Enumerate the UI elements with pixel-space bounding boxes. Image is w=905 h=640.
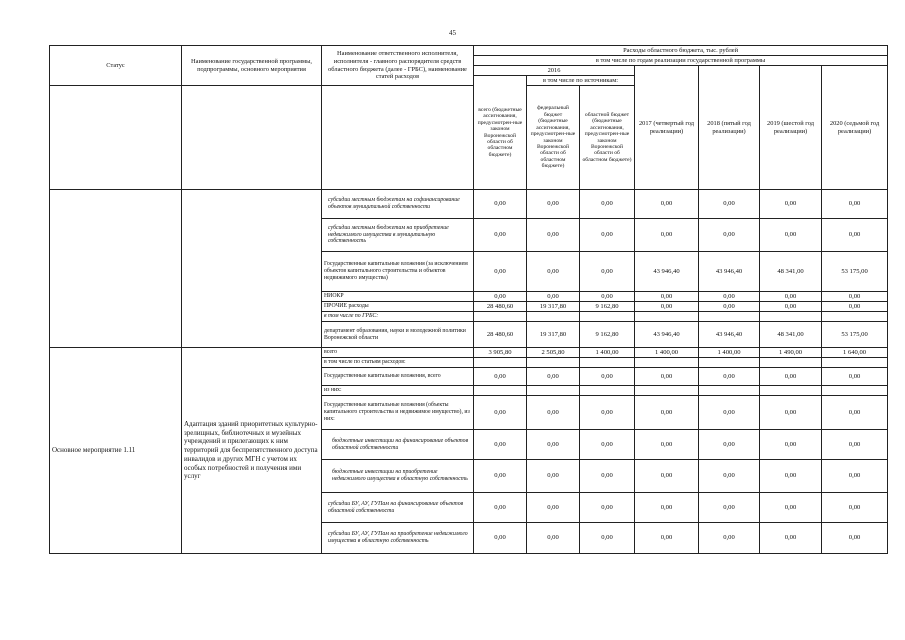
value-regional: 0,00 xyxy=(580,368,635,386)
row-label: в том числе по ГРБС: xyxy=(322,312,474,322)
value-2018: 0,00 xyxy=(699,396,760,430)
value-2020: 0,00 xyxy=(822,292,888,302)
value-total: 0,00 xyxy=(474,190,527,219)
value-2019: 1 490,00 xyxy=(760,348,822,358)
value-total: 28 480,60 xyxy=(474,322,527,348)
value-2020: 0,00 xyxy=(822,368,888,386)
row-label: бюджетные инвестиции на приобретение недвижимого имущества в областную собственность xyxy=(322,460,474,493)
row-label: субсидии местным бюджетам на приобретение недвижимого имущества в муниципальную собственность xyxy=(322,219,474,252)
value-regional: 0,00 xyxy=(580,252,635,292)
value-federal: 2 505,80 xyxy=(527,348,580,358)
value-2017: 0,00 xyxy=(635,219,699,252)
row-label: Государственные капитальные вложения (объекты капитального строительства и недвижимое имущество), из них: xyxy=(322,396,474,430)
value-federal: 0,00 xyxy=(527,460,580,493)
header-year-2018: 2018 (пятый год реализации) xyxy=(699,66,760,190)
value-2017: 0,00 xyxy=(635,368,699,386)
row-label: Государственные капитальные вложения, всего xyxy=(322,368,474,386)
value-2018: 43 946,40 xyxy=(699,252,760,292)
value-2017: 0,00 xyxy=(635,493,699,523)
value-regional: 0,00 xyxy=(580,219,635,252)
value-2017: 0,00 xyxy=(635,460,699,493)
value-regional: 0,00 xyxy=(580,190,635,219)
value-2018: 0,00 xyxy=(699,292,760,302)
value-2020: 0,00 xyxy=(822,396,888,430)
value-2020: 0,00 xyxy=(822,219,888,252)
program-cell-empty xyxy=(182,190,322,348)
value-total: 3 905,80 xyxy=(474,348,527,358)
page-number: 45 xyxy=(449,29,456,37)
row-label: НИОКР xyxy=(322,292,474,302)
header-executor: Наименование ответственного исполнителя, исполнителя - главного распорядителя средств областного бюджета (далее - ГРБС), наименование статей расходов xyxy=(322,46,474,86)
value-2018: 0,00 xyxy=(699,493,760,523)
row-label: всего xyxy=(322,348,474,358)
value-federal: 19 317,80 xyxy=(527,322,580,348)
value-2017: 0,00 xyxy=(635,302,699,312)
value-2018: 0,00 xyxy=(699,219,760,252)
value-total: 0,00 xyxy=(474,219,527,252)
value-2017: 0,00 xyxy=(635,396,699,430)
measure-name: Адаптация зданий приоритетных культурно-зрелищных, библиотечных и музейных учреждений и прилегающих к ним территорий для беспрепятственного доступа инвалидов и других МГН с учетом их особых потребностей и получения ими услуг xyxy=(182,348,322,554)
value-2020: 53 175,00 xyxy=(822,322,888,348)
row-label: департамент образования, науки и молодежной политики Воронежской области xyxy=(322,322,474,348)
value-federal: 0,00 xyxy=(527,368,580,386)
value-total: 0,00 xyxy=(474,292,527,302)
value-regional: 0,00 xyxy=(580,396,635,430)
row-label: ПРОЧИЕ расходы xyxy=(322,302,474,312)
row-label: субсидии БУ, АУ, ГУПам на финансирование объектов областной собственности xyxy=(322,493,474,523)
value-federal: 0,00 xyxy=(527,190,580,219)
value-regional: 0,00 xyxy=(580,292,635,302)
value-federal: 0,00 xyxy=(527,396,580,430)
value-2019: 0,00 xyxy=(760,292,822,302)
header-year-2017: 2017 (четвертый год реализации) xyxy=(635,66,699,190)
value-total: 0,00 xyxy=(474,460,527,493)
value-regional: 9 162,80 xyxy=(580,322,635,348)
value-2019: 0,00 xyxy=(760,396,822,430)
value-federal: 0,00 xyxy=(527,292,580,302)
value-2018: 0,00 xyxy=(699,368,760,386)
value-2018: 0,00 xyxy=(699,430,760,460)
value-2020: 0,00 xyxy=(822,190,888,219)
table-row xyxy=(50,190,888,219)
value-2018: 0,00 xyxy=(699,190,760,219)
budget-table xyxy=(49,45,888,554)
value-2017: 0,00 xyxy=(635,190,699,219)
row-label: в том числе по статьям расходов: xyxy=(322,358,474,368)
value-total: 0,00 xyxy=(474,430,527,460)
value-2017: 0,00 xyxy=(635,292,699,302)
value-2019: 0,00 xyxy=(760,302,822,312)
header-program-name: Наименование государственной программы, подпрограммы, основного мероприятия xyxy=(182,46,322,86)
status-cell-empty xyxy=(50,190,182,348)
row-label: субсидии местным бюджетам на софинансирование объектов муниципальной собственности xyxy=(322,190,474,219)
value-2019: 48 341,00 xyxy=(760,322,822,348)
value-federal: 0,00 xyxy=(527,252,580,292)
value-2019: 0,00 xyxy=(760,493,822,523)
header-by-years: в том числе по годам реализации государственной программы xyxy=(474,56,888,66)
value-total: 0,00 xyxy=(474,396,527,430)
row-label: субсидии БУ, АУ, ГУПам на приобретение недвижимого имущества в областную собственность xyxy=(322,523,474,554)
value-2019: 0,00 xyxy=(760,460,822,493)
value-2019: 0,00 xyxy=(760,368,822,386)
row-label: бюджетные инвестиции на финансирование объектов областной собственности xyxy=(322,430,474,460)
table-header xyxy=(50,46,888,190)
header-year-2016: 2016 xyxy=(474,66,635,76)
value-2019: 0,00 xyxy=(760,190,822,219)
header-expenses-title: Расходы областного бюджета, тыс. рублей xyxy=(474,46,888,56)
value-2018: 0,00 xyxy=(699,460,760,493)
measure-status: Основное мероприятие 1.11 xyxy=(50,348,182,554)
value-regional: 9 162,80 xyxy=(580,302,635,312)
value-2017: 0,00 xyxy=(635,523,699,554)
value-2020: 0,00 xyxy=(822,523,888,554)
value-2017: 43 946,40 xyxy=(635,322,699,348)
value-2020: 53 175,00 xyxy=(822,252,888,292)
value-2020: 0,00 xyxy=(822,493,888,523)
value-regional: 0,00 xyxy=(580,493,635,523)
value-2020: 1 640,00 xyxy=(822,348,888,358)
value-2017: 0,00 xyxy=(635,430,699,460)
header-by-sources: в том числе по источникам: xyxy=(527,76,635,86)
value-total: 0,00 xyxy=(474,493,527,523)
value-total: 0,00 xyxy=(474,368,527,386)
value-regional: 0,00 xyxy=(580,430,635,460)
value-2017: 1 400,00 xyxy=(635,348,699,358)
value-2020: 0,00 xyxy=(822,460,888,493)
value-regional: 0,00 xyxy=(580,460,635,493)
value-total: 0,00 xyxy=(474,523,527,554)
value-2017: 43 946,40 xyxy=(635,252,699,292)
header-status: Статус xyxy=(50,46,182,86)
value-2020: 0,00 xyxy=(822,302,888,312)
value-2019: 48 341,00 xyxy=(760,252,822,292)
value-2018: 1 400,00 xyxy=(699,348,760,358)
table-row xyxy=(50,348,888,358)
value-2018: 0,00 xyxy=(699,302,760,312)
row-label: из них: xyxy=(322,386,474,396)
value-total: 0,00 xyxy=(474,252,527,292)
value-federal: 19 317,80 xyxy=(527,302,580,312)
value-regional: 1 400,00 xyxy=(580,348,635,358)
header-year-2020: 2020 (седьмой год реализации) xyxy=(822,66,888,190)
value-federal: 0,00 xyxy=(527,493,580,523)
value-2019: 0,00 xyxy=(760,430,822,460)
header-total: всего (бюджетные ассигнования, предусмотрен-ные законом Воронежской области об областном бюджете) xyxy=(474,76,527,190)
value-regional: 0,00 xyxy=(580,523,635,554)
value-federal: 0,00 xyxy=(527,430,580,460)
header-year-2019: 2019 (шестой год реализации) xyxy=(760,66,822,190)
value-2018: 43 946,40 xyxy=(699,322,760,348)
header-federal: федеральный бюджет (бюджетные ассигнования, предусмотрен-ные законом Воронежской области об областном бюджете) xyxy=(527,86,580,190)
row-label: Государственные капитальные вложения (за исключением объектов капитального строительства и объектов недвижимого имущества) xyxy=(322,252,474,292)
value-2019: 0,00 xyxy=(760,219,822,252)
value-2020: 0,00 xyxy=(822,430,888,460)
value-total: 28 480,60 xyxy=(474,302,527,312)
header-regional: областной бюджет (бюджетные ассигнования, предусмотрен-ные законом Воронежской области об областном бюджете) xyxy=(580,86,635,190)
value-2018: 0,00 xyxy=(699,523,760,554)
value-federal: 0,00 xyxy=(527,523,580,554)
value-federal: 0,00 xyxy=(527,219,580,252)
value-2019: 0,00 xyxy=(760,523,822,554)
